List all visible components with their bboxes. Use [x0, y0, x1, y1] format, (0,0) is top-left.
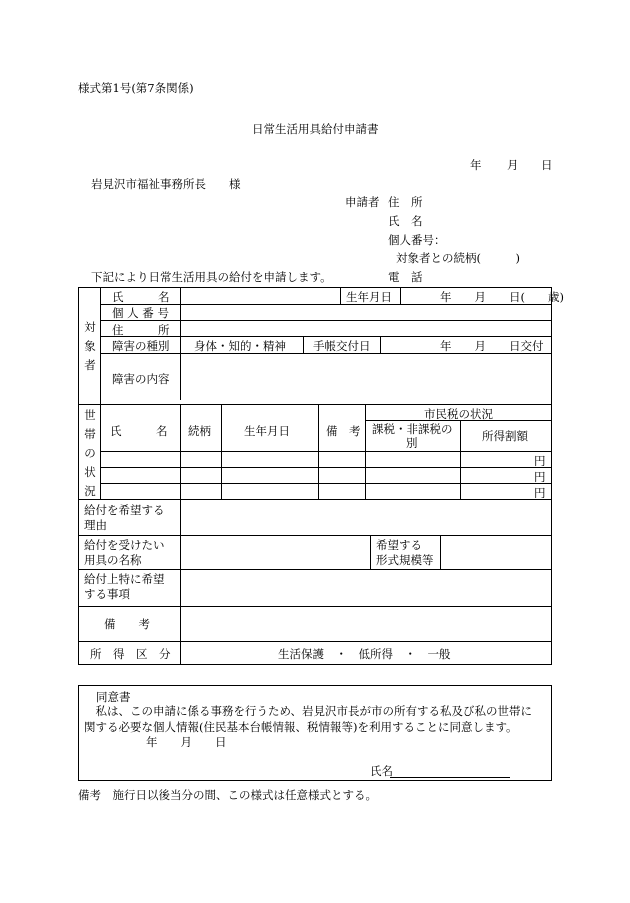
subject-dob-label: 生年月日 — [346, 290, 392, 304]
subject-section-char-2: 象 — [84, 339, 96, 353]
footnote: 備考 施行日以後当分の間、この様式は任意様式とする。 — [78, 788, 377, 802]
date-month: 月 — [507, 158, 519, 172]
intro-text: 下記により日常生活用具の給付を申請します。 — [91, 270, 332, 284]
rule — [78, 404, 552, 405]
household-section-char-2: 帯 — [84, 427, 96, 441]
applicant-address-label: 住 所 — [388, 195, 423, 209]
household-col-name: 氏 名 — [110, 424, 168, 438]
consent-text-line-1: 私は、この申請に係る事務を行うため、岩見沢市長が市の所有する私及び私の世帯に — [84, 704, 533, 718]
rule — [180, 499, 181, 665]
rule — [100, 467, 552, 468]
rule — [380, 336, 381, 353]
disability-details-label: 障害の内容 — [112, 372, 170, 386]
yen-unit-3: 円 — [534, 486, 546, 500]
household-section-char-4: 状 — [84, 465, 96, 479]
rule — [303, 336, 304, 353]
rule — [100, 483, 552, 484]
disability-type-options: 身体・知的・精神 — [194, 339, 286, 353]
income-tax-col-label: 所得割額 — [482, 429, 528, 443]
income-category-options: 生活保護 ・ 低所得 ・ 一般 — [278, 647, 451, 661]
consent-signature-label: 氏名 — [370, 764, 393, 778]
reason-label-1: 給付を希望する — [84, 503, 165, 517]
household-col-dob: 生年月日 — [244, 424, 290, 438]
remarks-label: 備 考 — [104, 617, 150, 631]
equipment-label-2: 用具の名称 — [84, 553, 142, 567]
tax-status-header: 市民税の状況 — [424, 407, 493, 421]
equipment-spec-label-2: 形式規模等 — [376, 553, 434, 567]
yen-unit-1: 円 — [534, 454, 546, 468]
rule — [370, 535, 371, 569]
rule — [78, 641, 552, 642]
subject-dob-value: 年 月 日( 歳) — [440, 290, 564, 304]
subject-section-char-3: 者 — [84, 358, 96, 372]
tax-status-col-label-1: 課税・非課税の — [372, 422, 453, 436]
date-day: 日 — [541, 158, 553, 172]
applicant-label: 申請者 — [345, 195, 380, 209]
household-section-label — [83, 406, 97, 501]
household-section-char-1: 世 — [84, 408, 96, 422]
consent-date: 年 月 日 — [146, 735, 227, 749]
equipment-label-1: 給付を受けたい — [84, 538, 165, 552]
rule — [78, 535, 552, 536]
applicant-relation-label: 対象者との続柄( ) — [396, 251, 520, 265]
tax-status-col-label-2: 別 — [406, 436, 418, 450]
applicant-personal-number-label: 個人番号： — [388, 233, 446, 247]
rule — [400, 287, 401, 304]
applicant-name-label: 氏 名 — [388, 214, 423, 228]
form-number: 様式第1号(第7条関係) — [78, 81, 194, 95]
special-request-label-2: する事項 — [84, 587, 130, 601]
household-section-char-5: 況 — [84, 484, 96, 498]
rule — [100, 451, 552, 452]
rule — [460, 420, 461, 499]
addressee: 岩見沢市福祉事務所長 様 — [91, 177, 241, 191]
subject-name-label: 氏 名 — [112, 290, 170, 304]
rule — [78, 569, 552, 570]
equipment-spec-label-1: 希望する — [376, 538, 422, 552]
rule — [78, 606, 552, 607]
consent-text-line-2: 関する必要な個人情報(住民基本台帳情報、税情報等)を利用することに同意します。 — [84, 720, 518, 734]
household-col-remarks: 備 考 — [326, 424, 361, 438]
subject-section-label — [83, 318, 97, 375]
disability-type-label: 障害の種別 — [112, 339, 170, 353]
household-col-relation: 続柄 — [188, 424, 211, 438]
subject-address-label: 住 所 — [112, 323, 170, 337]
yen-unit-2: 円 — [534, 470, 546, 484]
rule — [440, 535, 441, 569]
applicant-phone-label: 電 話 — [388, 270, 423, 284]
rule — [78, 499, 552, 500]
special-request-label-1: 給付上特に希望 — [84, 572, 165, 586]
signature-line — [390, 777, 510, 778]
income-category-label: 所 得 区 分 — [90, 647, 171, 661]
rule — [180, 287, 181, 400]
subject-personal-number-label: 個 人 番 号 — [112, 306, 169, 320]
subject-section-char-1: 対 — [84, 320, 96, 334]
handbook-date-label: 手帳交付日 — [313, 339, 371, 353]
form-title: 日常生活用具給付申請書 — [252, 122, 379, 136]
reason-label-2: 理由 — [84, 518, 107, 532]
household-section-char-3: の — [84, 446, 96, 460]
rule — [340, 287, 341, 304]
handbook-date-value: 年 月 日交付 — [440, 339, 544, 353]
consent-title: 同意書 — [96, 690, 131, 704]
date-year: 年 — [470, 158, 482, 172]
